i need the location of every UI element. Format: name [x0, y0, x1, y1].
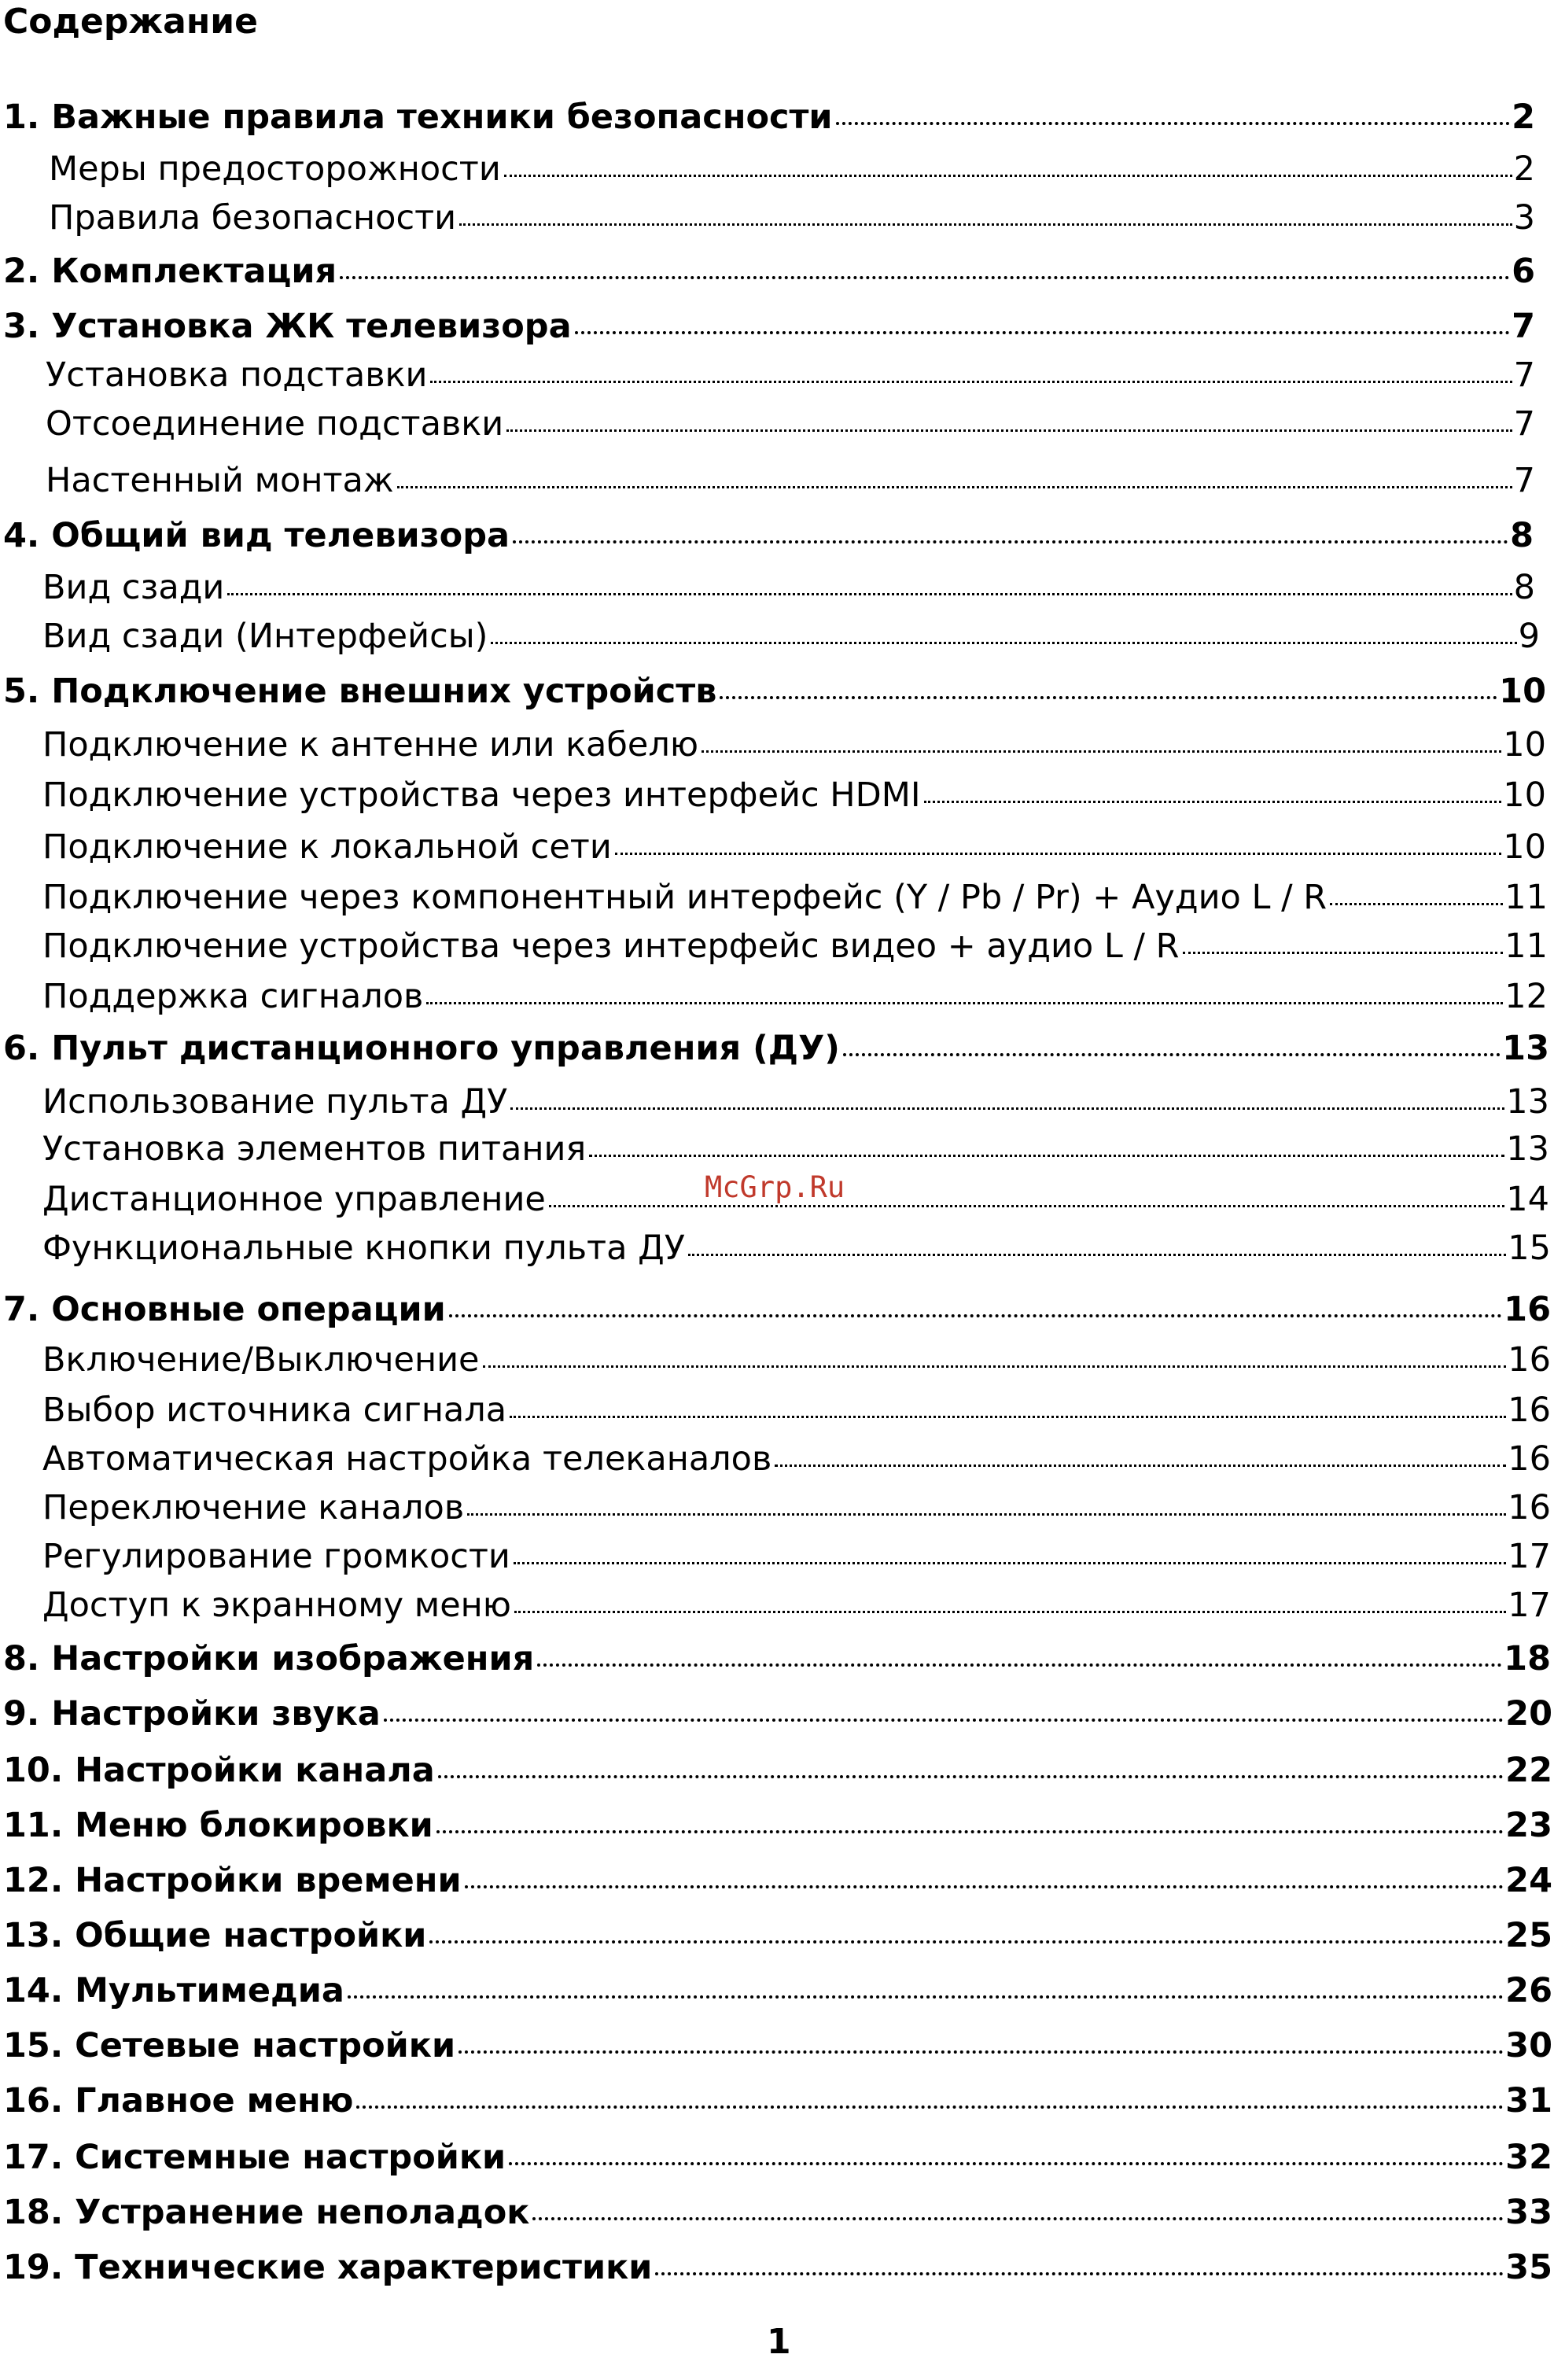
dot-leader	[506, 401, 1512, 435]
dot-leader	[509, 2135, 1504, 2168]
toc-entry-page: 3	[1513, 198, 1535, 238]
toc-entry-page: 23	[1505, 1806, 1552, 1845]
toc-section-entry	[3, 1691, 1552, 1733]
dot-leader	[836, 94, 1511, 128]
toc-entry-page: 26	[1505, 1971, 1552, 2010]
dot-leader	[438, 1748, 1504, 1781]
toc-entry-label: Подключение к локальной сети	[42, 827, 612, 867]
dot-leader	[655, 2245, 1504, 2279]
dot-leader	[340, 249, 1510, 282]
toc-subsection-entry	[42, 613, 1540, 656]
dot-leader	[514, 1534, 1506, 1568]
toc-subsection-entry	[42, 722, 1546, 764]
dot-leader	[589, 1126, 1504, 1160]
toc-subsection-entry	[42, 1126, 1549, 1169]
toc-entry-page: 9	[1518, 617, 1540, 656]
toc-entry-label: 7. Основные операции	[3, 1290, 446, 1329]
toc-entry-page: 13	[1506, 1082, 1549, 1122]
toc-entry-page: 31	[1505, 2081, 1552, 2120]
page-number: 1	[767, 2322, 791, 2362]
toc-section-entry	[3, 1968, 1552, 2010]
toc-entry-label: Меры предосторожности	[49, 149, 501, 189]
toc-subsection-entry	[42, 1436, 1551, 1479]
dot-leader	[1330, 875, 1503, 908]
toc-subsection-entry	[49, 146, 1535, 189]
toc-subsection-entry	[42, 565, 1535, 607]
toc-entry-page: 10	[1503, 827, 1546, 867]
toc-entry-label: Вид сзади (Интерфейсы)	[42, 617, 488, 656]
toc-entry-page: 16	[1508, 1439, 1551, 1479]
dot-leader	[467, 1485, 1506, 1519]
toc-entry-label: Поддержка сигналов	[42, 977, 424, 1016]
toc-entry-label: Доступ к экранному меню	[42, 1586, 511, 1625]
toc-subsection-entry	[42, 974, 1548, 1016]
toc-entry-page: 10	[1499, 672, 1546, 711]
toc-entry-label: 15. Сетевые настройки	[3, 2026, 456, 2065]
toc-subsection-entry	[42, 1337, 1551, 1380]
toc-entry-label: 17. Системные настройки	[3, 2138, 506, 2177]
dot-leader	[575, 304, 1510, 337]
toc-entry-page: 25	[1505, 1916, 1552, 1955]
toc-entry-page: 7	[1513, 404, 1535, 444]
toc-entry-page: 17	[1508, 1537, 1551, 1576]
dot-leader	[429, 1913, 1504, 1947]
dot-leader	[397, 458, 1512, 492]
dot-leader	[458, 2023, 1504, 2057]
toc-entry-label: Вид сзади	[42, 568, 225, 607]
page-title: Содержание	[3, 2, 258, 42]
toc-entry-page: 7	[1512, 307, 1535, 346]
toc-entry-label: 10. Настройки канала	[3, 1751, 435, 1790]
dot-leader	[356, 2078, 1504, 2112]
toc-entry-label: Автоматическая настройка телеканалов	[42, 1439, 772, 1479]
toc-section-entry	[3, 2190, 1552, 2232]
dot-leader	[227, 565, 1512, 599]
toc-entry-page: 10	[1503, 725, 1546, 764]
toc-section-entry	[3, 1748, 1552, 1790]
toc-entry-label: 6. Пульт дистанционного управления (ДУ)	[3, 1029, 840, 1068]
toc-subsection-entry	[42, 1582, 1551, 1625]
toc-entry-page: 30	[1505, 2026, 1552, 2065]
toc-subsection-entry	[42, 1387, 1551, 1430]
dot-leader	[510, 1387, 1506, 1421]
dot-leader	[436, 1803, 1504, 1837]
toc-entry-label: Включение/Выключение	[42, 1340, 480, 1380]
dot-leader	[510, 1079, 1504, 1113]
toc-subsection-entry	[42, 875, 1548, 917]
toc-entry-label: Подключение устройства через интерфейс видео + аудио L / R	[42, 927, 1180, 966]
dot-leader	[549, 1177, 1504, 1210]
dot-leader	[775, 1436, 1506, 1470]
toc-section-entry	[3, 513, 1534, 555]
toc-entry-page: 13	[1506, 1129, 1549, 1169]
toc-entry-page: 6	[1512, 252, 1535, 291]
toc-section-entry	[3, 1636, 1551, 1678]
toc-entry-page: 7	[1513, 461, 1535, 500]
toc-entry-label: Отсоединение подставки	[46, 404, 504, 444]
toc-entry-page: 16	[1508, 1391, 1551, 1430]
dot-leader	[720, 669, 1497, 702]
toc-entry-page: 12	[1504, 977, 1548, 1016]
toc-entry-page: 10	[1503, 776, 1546, 815]
toc-entry-label: 5. Подключение внешних устройств	[3, 672, 717, 711]
toc-section-entry	[3, 1858, 1552, 1900]
toc-section-entry	[3, 94, 1535, 137]
toc-subsection-entry	[46, 458, 1535, 500]
toc-entry-page: 33	[1505, 2193, 1552, 2232]
toc-entry-label: 3. Установка ЖК телевизора	[3, 307, 572, 346]
dot-leader	[537, 1636, 1502, 1670]
dot-leader	[513, 513, 1508, 547]
toc-entry-page: 2	[1513, 149, 1535, 189]
toc-entry-label: Правила безопасности	[49, 198, 457, 238]
toc-entry-page: 16	[1508, 1340, 1551, 1380]
dot-leader	[348, 1968, 1504, 2002]
toc-entry-label: 14. Мультимедиа	[3, 1971, 344, 2010]
toc-entry-label: Использование пульта ДУ	[42, 1082, 508, 1122]
toc-section-entry	[3, 1287, 1551, 1329]
toc-entry-label: Регулирование громкости	[42, 1537, 510, 1576]
toc-subsection-entry	[42, 824, 1546, 867]
toc-entry-page: 20	[1505, 1694, 1552, 1733]
toc-subsection-entry	[42, 1485, 1551, 1527]
toc-entry-label: Подключение устройства через интерфейс HDMI	[42, 776, 921, 815]
toc-section-entry	[3, 2078, 1552, 2120]
toc-entry-page: 17	[1508, 1586, 1551, 1625]
toc-section-entry	[3, 2023, 1552, 2065]
toc-entry-label: 18. Устранение неполадок	[3, 2193, 530, 2232]
toc-subsection-entry	[49, 195, 1535, 238]
toc-entry-label: Функциональные кнопки пульта ДУ	[42, 1229, 685, 1268]
dot-leader	[924, 772, 1502, 806]
toc-entry-label: 19. Технические характеристики	[3, 2248, 653, 2287]
dot-leader	[1183, 923, 1504, 957]
dot-leader	[615, 824, 1502, 858]
dot-leader	[504, 146, 1512, 180]
toc-entry-page: 35	[1505, 2248, 1552, 2287]
toc-entry-page: 16	[1504, 1290, 1551, 1329]
toc-entry-label: Переключение каналов	[42, 1488, 465, 1527]
toc-entry-page: 8	[1510, 516, 1534, 555]
toc-section-entry	[3, 304, 1535, 346]
toc-section-entry	[3, 2245, 1552, 2287]
toc-entry-page: 11	[1504, 878, 1548, 917]
toc-subsection-entry	[42, 923, 1548, 966]
toc-section-entry	[3, 669, 1546, 711]
toc-subsection-entry	[46, 352, 1535, 395]
toc-entry-page: 15	[1508, 1229, 1551, 1268]
toc-subsection-entry	[42, 772, 1546, 815]
dot-leader	[384, 1691, 1504, 1725]
dot-leader	[465, 1858, 1504, 1892]
toc-entry-page: 2	[1512, 98, 1535, 137]
toc-subsection-entry	[42, 1079, 1549, 1122]
toc-entry-page: 18	[1504, 1639, 1551, 1678]
toc-subsection-entry	[42, 1534, 1551, 1576]
watermark: McGrp.Ru	[705, 1170, 845, 1204]
toc-entry-page: 32	[1505, 2138, 1552, 2177]
dot-leader	[514, 1582, 1506, 1616]
dot-leader	[532, 2190, 1504, 2223]
toc-entry-page: 8	[1513, 568, 1535, 607]
toc-entry-label: 2. Комплектация	[3, 252, 337, 291]
dot-leader	[459, 195, 1512, 229]
toc-entry-label: 4. Общий вид телевизора	[3, 516, 510, 555]
toc-entry-label: 8. Настройки изображения	[3, 1639, 535, 1678]
toc-section-entry	[3, 1026, 1549, 1068]
toc-entry-label: 11. Меню блокировки	[3, 1806, 433, 1845]
toc-entry-page: 14	[1506, 1180, 1549, 1219]
toc-section-entry	[3, 1803, 1552, 1845]
toc-subsection-entry	[42, 1225, 1551, 1268]
toc-section-entry	[3, 1913, 1552, 1955]
toc-section-entry	[3, 249, 1535, 291]
toc-entry-page: 22	[1505, 1751, 1552, 1790]
toc-entry-label: Установка подставки	[46, 356, 428, 395]
toc-entry-page: 11	[1504, 927, 1548, 966]
dot-leader	[426, 974, 1503, 1008]
toc-entry-label: 1. Важные правила техники безопасности	[3, 98, 833, 137]
dot-leader	[843, 1026, 1501, 1059]
toc-entry-label: Выбор источника сигнала	[42, 1391, 507, 1430]
toc-entry-page: 24	[1505, 1861, 1552, 1900]
dot-leader	[702, 722, 1501, 756]
toc-entry-label: Дистанционное управление	[42, 1180, 546, 1219]
toc-entry-page: 7	[1513, 356, 1535, 395]
toc-entry-label: 12. Настройки времени	[3, 1861, 462, 1900]
toc-section-entry	[3, 2135, 1552, 2177]
toc-entry-label: 9. Настройки звука	[3, 1694, 381, 1733]
dot-leader	[491, 613, 1516, 647]
toc-entry-label: Подключение через компонентный интерфейс (Y / Pb / Pr) + Аудио L / R	[42, 878, 1328, 917]
toc-entry-label: 16. Главное меню	[3, 2081, 354, 2120]
dot-leader	[449, 1287, 1502, 1321]
toc-entry-label: 13. Общие настройки	[3, 1916, 427, 1955]
toc-entry-page: 16	[1508, 1488, 1551, 1527]
toc-subsection-entry	[46, 401, 1535, 444]
dot-leader	[430, 352, 1512, 386]
dot-leader	[688, 1225, 1506, 1259]
toc-entry-label: Настенный монтаж	[46, 461, 394, 500]
toc-entry-page: 13	[1502, 1029, 1549, 1068]
toc-entry-label: Установка элементов питания	[42, 1129, 587, 1169]
dot-leader	[483, 1337, 1507, 1371]
toc-entry-label: Подключение к антенне или кабелю	[42, 725, 699, 764]
